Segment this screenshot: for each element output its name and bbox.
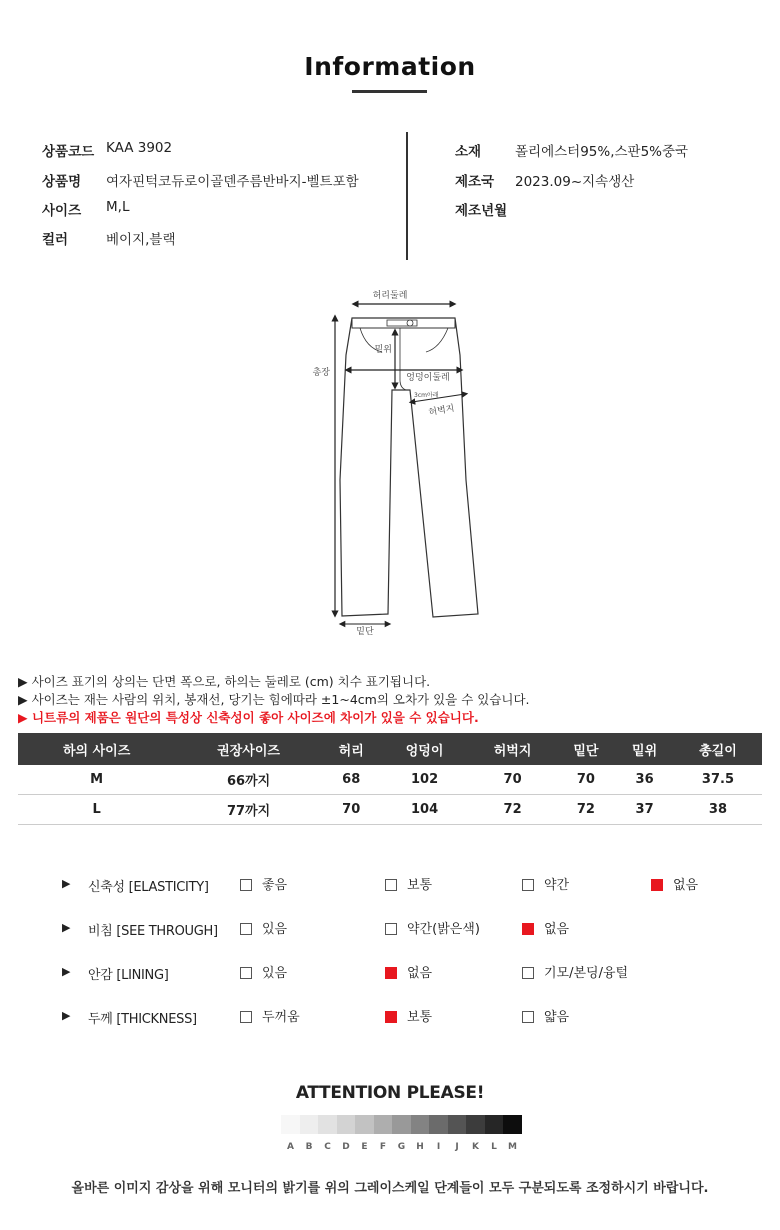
spec-option-label: 약간(밝은색) xyxy=(407,922,480,937)
spec-option xyxy=(522,962,628,981)
grayscale-letter: H xyxy=(416,1142,424,1152)
spec-label: 두께 [THICKNESS] xyxy=(88,1012,197,1027)
spec-arrow-icon: ▶ xyxy=(62,1009,71,1022)
size-table-row xyxy=(18,765,762,795)
spec-row xyxy=(62,874,762,896)
spec-option-label: 없음 xyxy=(673,878,699,893)
spec-option xyxy=(385,1006,432,1025)
size-table-cell: 70 xyxy=(322,795,381,825)
grayscale-swatch xyxy=(392,1115,411,1134)
spec-option-label: 없음 xyxy=(407,966,433,981)
size-table-cell: 104 xyxy=(381,795,469,825)
size-table-cell: 36 xyxy=(615,765,674,795)
spec-row xyxy=(62,962,762,984)
size-table-header-cell: 밑단 xyxy=(557,733,616,765)
crotch-note: 3cm아래 xyxy=(414,392,439,399)
info-value: KAA 3902 xyxy=(106,140,173,156)
checked-box-icon xyxy=(385,967,397,979)
thigh-label: 허벅지 xyxy=(427,403,456,419)
unchecked-box-icon xyxy=(240,1011,252,1023)
spec-option-label: 없음 xyxy=(544,922,570,937)
size-table-header-cell: 총길이 xyxy=(674,733,762,765)
spec-option xyxy=(385,962,432,981)
size-table-cell: M xyxy=(18,765,175,795)
spec-arrow-icon: ▶ xyxy=(62,921,71,934)
size-table-cell: 102 xyxy=(381,765,469,795)
grayscale-swatch xyxy=(281,1115,300,1134)
checked-box-icon xyxy=(651,879,663,891)
unchecked-box-icon xyxy=(522,879,534,891)
size-table-cell: 37.5 xyxy=(674,765,762,795)
grayscale-letter: D xyxy=(342,1142,350,1152)
info-value: 베이지,블랙 xyxy=(106,232,176,248)
spec-row xyxy=(62,1006,762,1028)
grayscale-letter: C xyxy=(324,1142,331,1152)
spec-option xyxy=(385,874,432,893)
spec-option-label: 좋음 xyxy=(262,878,288,893)
info-value: 2023.09~지속생산 xyxy=(515,174,635,190)
spec-arrow-icon: ▶ xyxy=(62,965,71,978)
size-table-header-cell: 하의 사이즈 xyxy=(18,733,175,765)
grayscale-swatch xyxy=(466,1115,485,1134)
note-line: ▶ 사이즈는 재는 사람의 위치, 봉재선, 당기는 힘에따라 ±1~4cm의 오차가 있을 수 있습니다. xyxy=(18,692,530,707)
grayscale-swatch xyxy=(485,1115,504,1134)
grayscale-swatch xyxy=(374,1115,393,1134)
grayscale-letter: K xyxy=(472,1142,479,1152)
spec-label: 신축성 [ELASTICITY] xyxy=(88,880,209,895)
unchecked-box-icon xyxy=(522,1011,534,1023)
grayscale-letter: L xyxy=(491,1142,497,1152)
info-label: 소재 xyxy=(455,144,482,160)
info-label: 상품코드 xyxy=(42,144,95,160)
size-table-cell: 72 xyxy=(557,795,616,825)
grayscale-letter: G xyxy=(397,1142,406,1152)
grayscale-letter: I xyxy=(436,1142,441,1152)
size-table-cell: L xyxy=(18,795,175,825)
spec-option-label: 얇음 xyxy=(544,1010,570,1025)
info-label: 컬러 xyxy=(42,232,69,248)
spec-option-label: 보통 xyxy=(407,1010,433,1025)
info-label: 상품명 xyxy=(42,174,82,190)
unchecked-box-icon xyxy=(522,967,534,979)
hip-label: 엉덩이둘레 xyxy=(406,373,450,383)
spec-option xyxy=(240,918,287,937)
info-label: 제조국 xyxy=(455,174,495,190)
info-label: 제조년월 xyxy=(455,203,508,219)
grayscale-swatch xyxy=(300,1115,319,1134)
note-line: ▶ 사이즈 표기의 상의는 단면 폭으로, 하의는 둘레로 (cm) 치수 표기됩니다. xyxy=(18,674,431,689)
unchecked-box-icon xyxy=(240,879,252,891)
note-line: ▶ 니트류의 제품은 원단의 특성상 신축성이 좋아 사이즈에 차이가 있을 수 있습니다. xyxy=(18,710,479,725)
size-table-cell: 77까지 xyxy=(175,795,322,825)
size-table-header-cell: 허리 xyxy=(322,733,381,765)
size-table-header-cell: 권장사이즈 xyxy=(175,733,322,765)
spec-option xyxy=(240,962,287,981)
grayscale-swatch xyxy=(503,1115,522,1134)
pants-diagram xyxy=(300,280,480,645)
size-table-cell: 37 xyxy=(615,795,674,825)
size-table-header xyxy=(18,733,762,765)
rise-label: 밑위 xyxy=(374,345,392,355)
checked-box-icon xyxy=(522,923,534,935)
grayscale-letter: B xyxy=(305,1142,313,1152)
grayscale-letter: M xyxy=(508,1142,517,1152)
unchecked-box-icon xyxy=(240,967,252,979)
spec-option xyxy=(651,874,698,893)
grayscale-letter: J xyxy=(455,1142,459,1152)
grayscale-letter: F xyxy=(379,1142,387,1152)
spec-arrow-icon: ▶ xyxy=(62,877,71,890)
spec-option-label: 기모/본딩/융털 xyxy=(544,966,629,981)
grayscale-swatch xyxy=(429,1115,448,1134)
spec-option-label: 있음 xyxy=(262,966,288,981)
size-table-header-cell: 허벅지 xyxy=(469,733,557,765)
info-label: 사이즈 xyxy=(42,203,82,219)
grayscale-swatch xyxy=(355,1115,374,1134)
spec-row xyxy=(62,918,762,940)
hem-label: 밑단 xyxy=(356,627,374,637)
grayscale-letter: E xyxy=(361,1142,368,1152)
spec-option xyxy=(240,1006,300,1025)
grayscale-letter: A xyxy=(287,1142,294,1152)
size-table xyxy=(18,733,762,825)
spec-option xyxy=(522,1006,569,1025)
grayscale-swatch xyxy=(448,1115,467,1134)
spec-option-label: 두꺼움 xyxy=(262,1010,300,1025)
spec-option xyxy=(522,874,569,893)
size-table-cell: 70 xyxy=(557,765,616,795)
page-title: Information xyxy=(304,52,476,81)
waist-label: 허리둘레 xyxy=(372,291,408,301)
length-label: 총장 xyxy=(312,368,330,378)
size-table-header-cell: 엉덩이 xyxy=(381,733,469,765)
grayscale-swatch xyxy=(411,1115,430,1134)
size-table-cell: 72 xyxy=(469,795,557,825)
size-table-cell: 68 xyxy=(322,765,381,795)
size-table-cell: 66까지 xyxy=(175,765,322,795)
spec-option-label: 약간 xyxy=(544,878,570,893)
size-table-cell: 38 xyxy=(674,795,762,825)
unchecked-box-icon xyxy=(385,879,397,891)
spec-label: 안감 [LINING] xyxy=(88,968,169,983)
size-table-cell: 70 xyxy=(469,765,557,795)
attention-title: ATTENTION PLEASE! xyxy=(295,1083,485,1103)
spec-option xyxy=(240,874,287,893)
title-underline xyxy=(352,90,427,93)
spec-option-label: 보통 xyxy=(407,878,433,893)
spec-label: 비침 [SEE THROUGH] xyxy=(88,924,218,939)
grayscale-swatch xyxy=(337,1115,356,1134)
unchecked-box-icon xyxy=(240,923,252,935)
info-value: M,L xyxy=(106,199,130,215)
unchecked-box-icon xyxy=(385,923,397,935)
attention-footer: 올바른 이미지 감상을 위해 모니터의 밝기를 위의 그레이스케일 단계들이 모두 구분되도록 조정하시기 바랍니다. xyxy=(71,1181,709,1196)
size-table-header-cell: 밑위 xyxy=(615,733,674,765)
spec-option-label: 있음 xyxy=(262,922,288,937)
info-value: 폴리에스터95%,스판5%중국 xyxy=(515,144,689,160)
spec-option xyxy=(522,918,569,937)
info-divider xyxy=(406,132,408,260)
grayscale-swatch xyxy=(318,1115,337,1134)
info-value: 여자핀턱코듀로이골덴주름반바지-벨트포함 xyxy=(106,174,359,190)
size-table-row xyxy=(18,795,762,825)
spec-option xyxy=(385,918,480,937)
checked-box-icon xyxy=(385,1011,397,1023)
pants-outline xyxy=(340,318,478,617)
